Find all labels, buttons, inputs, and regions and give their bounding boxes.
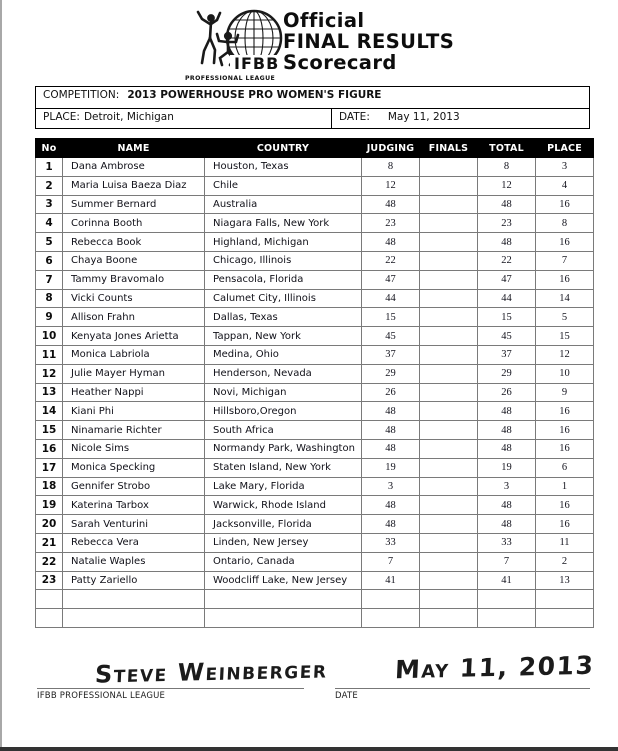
cell-total: 37 bbox=[478, 345, 536, 364]
cell-country: Dallas, Texas bbox=[205, 308, 362, 327]
table-row bbox=[36, 458, 594, 477]
cell-judging: 48 bbox=[362, 496, 420, 515]
cell-total bbox=[478, 590, 536, 609]
cell-finals bbox=[420, 364, 478, 383]
cell-judging: 26 bbox=[362, 383, 420, 402]
cell-no: 12 bbox=[36, 364, 63, 383]
results-table-header-row bbox=[36, 139, 594, 158]
cell-name: Julie Mayer Hyman bbox=[63, 364, 205, 383]
cell-finals bbox=[420, 571, 478, 590]
place-label: PLACE: bbox=[43, 111, 80, 123]
cell-name bbox=[63, 590, 205, 609]
cell-judging: 7 bbox=[362, 552, 420, 571]
cell-total: 44 bbox=[478, 289, 536, 308]
cell-total: 15 bbox=[478, 308, 536, 327]
cell-country: Pensacola, Florida bbox=[205, 270, 362, 289]
cell-judging: 48 bbox=[362, 515, 420, 534]
cell-name: Vicki Counts bbox=[63, 289, 205, 308]
competition-name: 2013 POWERHOUSE PRO WOMEN'S FIGURE bbox=[127, 89, 382, 101]
cell-judging: 45 bbox=[362, 327, 420, 346]
cell-name: Kiani Phi bbox=[63, 402, 205, 421]
cell-no: 5 bbox=[36, 233, 63, 252]
place-cell bbox=[36, 109, 332, 128]
cell-place: 16 bbox=[536, 496, 594, 515]
cell-place: 14 bbox=[536, 289, 594, 308]
cell-name: Katerina Tarbox bbox=[63, 496, 205, 515]
cell-finals bbox=[420, 421, 478, 440]
cell-no: 19 bbox=[36, 496, 63, 515]
results-table-body bbox=[36, 158, 594, 628]
cell-finals bbox=[420, 345, 478, 364]
cell-no: 18 bbox=[36, 477, 63, 496]
window-bottom-edge bbox=[0, 747, 618, 751]
cell-total: 48 bbox=[478, 195, 536, 214]
cell-no: 14 bbox=[36, 402, 63, 421]
table-row bbox=[36, 421, 594, 440]
cell-no: 8 bbox=[36, 289, 63, 308]
cell-name: Ninamarie Richter bbox=[63, 421, 205, 440]
title-line-1: Official bbox=[283, 9, 365, 32]
cell-place: 16 bbox=[536, 195, 594, 214]
cell-place: 12 bbox=[536, 345, 594, 364]
cell-place bbox=[536, 590, 594, 609]
cell-country bbox=[205, 609, 362, 628]
cell-no: 20 bbox=[36, 515, 63, 534]
table-row bbox=[36, 552, 594, 571]
cell-place: 16 bbox=[536, 421, 594, 440]
cell-place: 13 bbox=[536, 571, 594, 590]
cell-no: 23 bbox=[36, 571, 63, 590]
results-table bbox=[35, 138, 594, 628]
cell-judging: 48 bbox=[362, 195, 420, 214]
table-row bbox=[36, 364, 594, 383]
cell-finals bbox=[420, 327, 478, 346]
cell-total: 45 bbox=[478, 327, 536, 346]
cell-name: Rebecca Vera bbox=[63, 533, 205, 552]
cell-no: 10 bbox=[36, 327, 63, 346]
cell-name bbox=[63, 609, 205, 628]
date-line-label: DATE bbox=[335, 691, 358, 701]
cell-country: Staten Island, New York bbox=[205, 458, 362, 477]
cell-name: Gennifer Strobo bbox=[63, 477, 205, 496]
cell-judging: 48 bbox=[362, 421, 420, 440]
cell-finals bbox=[420, 158, 478, 177]
cell-country: Linden, New Jersey bbox=[205, 533, 362, 552]
logo-org-text: IFBB bbox=[234, 54, 280, 73]
cell-no: 21 bbox=[36, 533, 63, 552]
place-date-row bbox=[36, 108, 589, 128]
cell-place: 16 bbox=[536, 402, 594, 421]
cell-place: 4 bbox=[536, 176, 594, 195]
ifbb-globe-figures-logo bbox=[184, 5, 296, 83]
cell-no: 1 bbox=[36, 158, 63, 177]
table-row bbox=[36, 233, 594, 252]
cell-finals bbox=[420, 439, 478, 458]
cell-country: Chicago, Illinois bbox=[205, 251, 362, 270]
cell-total: 48 bbox=[478, 421, 536, 440]
cell-finals bbox=[420, 515, 478, 534]
cell-name: Summer Bernard bbox=[63, 195, 205, 214]
cell-country: Calumet City, Illinois bbox=[205, 289, 362, 308]
cell-name: Natalie Waples bbox=[63, 552, 205, 571]
cell-finals bbox=[420, 251, 478, 270]
cell-finals bbox=[420, 477, 478, 496]
table-row bbox=[36, 158, 594, 177]
cell-name: Sarah Venturini bbox=[63, 515, 205, 534]
cell-country: South Africa bbox=[205, 421, 362, 440]
cell-no bbox=[36, 609, 63, 628]
cell-country: Ontario, Canada bbox=[205, 552, 362, 571]
cell-total: 48 bbox=[478, 233, 536, 252]
cell-judging: 12 bbox=[362, 176, 420, 195]
cell-finals bbox=[420, 195, 478, 214]
cell-judging: 47 bbox=[362, 270, 420, 289]
cell-total: 47 bbox=[478, 270, 536, 289]
cell-no: 4 bbox=[36, 214, 63, 233]
cell-country: Niagara Falls, New York bbox=[205, 214, 362, 233]
cell-total: 22 bbox=[478, 251, 536, 270]
cell-total: 26 bbox=[478, 383, 536, 402]
cell-name: Patty Zariello bbox=[63, 571, 205, 590]
cell-total: 7 bbox=[478, 552, 536, 571]
cell-finals bbox=[420, 552, 478, 571]
title-line-3: Scorecard bbox=[283, 51, 397, 74]
cell-place: 2 bbox=[536, 552, 594, 571]
cell-judging: 22 bbox=[362, 251, 420, 270]
table-row bbox=[36, 195, 594, 214]
cell-name: Monica Labriola bbox=[63, 345, 205, 364]
cell-name: Corinna Booth bbox=[63, 214, 205, 233]
cell-name: Rebecca Book bbox=[63, 233, 205, 252]
cell-judging bbox=[362, 609, 420, 628]
column-header-finals: FINALS bbox=[420, 139, 478, 158]
column-header-total: TOTAL bbox=[478, 139, 536, 158]
cell-total: 48 bbox=[478, 515, 536, 534]
cell-no: 2 bbox=[36, 176, 63, 195]
cell-judging: 8 bbox=[362, 158, 420, 177]
cell-place: 8 bbox=[536, 214, 594, 233]
cell-no: 16 bbox=[36, 439, 63, 458]
cell-place: 16 bbox=[536, 439, 594, 458]
cell-total: 48 bbox=[478, 496, 536, 515]
cell-finals bbox=[420, 289, 478, 308]
cell-judging bbox=[362, 590, 420, 609]
cell-finals bbox=[420, 496, 478, 515]
logo-suborg-text: PROFESSIONAL LEAGUE bbox=[185, 75, 276, 82]
cell-total: 8 bbox=[478, 158, 536, 177]
cell-total: 3 bbox=[478, 477, 536, 496]
cell-judging: 48 bbox=[362, 233, 420, 252]
cell-place: 3 bbox=[536, 158, 594, 177]
signed-date-handwriting: May 11, 2013 bbox=[394, 650, 596, 685]
official-signature: Steve Weinberger bbox=[94, 655, 329, 689]
table-row bbox=[36, 345, 594, 364]
cell-finals bbox=[420, 270, 478, 289]
cell-name: Monica Specking bbox=[63, 458, 205, 477]
table-row bbox=[36, 515, 594, 534]
cell-total: 29 bbox=[478, 364, 536, 383]
table-row bbox=[36, 308, 594, 327]
cell-country: Novi, Michigan bbox=[205, 383, 362, 402]
cell-judging: 48 bbox=[362, 439, 420, 458]
table-row bbox=[36, 251, 594, 270]
cell-finals bbox=[420, 402, 478, 421]
competition-label: COMPETITION: bbox=[43, 89, 120, 101]
column-header-country: COUNTRY bbox=[205, 139, 362, 158]
date-label: DATE: bbox=[339, 111, 370, 123]
column-header-no: No bbox=[36, 139, 63, 158]
cell-finals bbox=[420, 590, 478, 609]
page-title bbox=[283, 10, 454, 73]
cell-place: 9 bbox=[536, 383, 594, 402]
table-row bbox=[36, 327, 594, 346]
table-row bbox=[36, 609, 594, 628]
table-row bbox=[36, 533, 594, 552]
table-row bbox=[36, 289, 594, 308]
column-header-judging: JUDGING bbox=[362, 139, 420, 158]
cell-no: 22 bbox=[36, 552, 63, 571]
cell-no: 6 bbox=[36, 251, 63, 270]
cell-name: Dana Ambrose bbox=[63, 158, 205, 177]
cell-judging: 41 bbox=[362, 571, 420, 590]
cell-name: Heather Nappi bbox=[63, 383, 205, 402]
table-row bbox=[36, 176, 594, 195]
cell-no bbox=[36, 590, 63, 609]
cell-place: 7 bbox=[536, 251, 594, 270]
cell-judging: 37 bbox=[362, 345, 420, 364]
cell-finals bbox=[420, 214, 478, 233]
cell-finals bbox=[420, 176, 478, 195]
cell-place: 6 bbox=[536, 458, 594, 477]
competition-info-box bbox=[35, 86, 590, 129]
table-row bbox=[36, 590, 594, 609]
cell-total bbox=[478, 609, 536, 628]
table-row bbox=[36, 477, 594, 496]
cell-place: 10 bbox=[536, 364, 594, 383]
table-row bbox=[36, 383, 594, 402]
cell-country: Henderson, Nevada bbox=[205, 364, 362, 383]
cell-place: 16 bbox=[536, 515, 594, 534]
cell-name: Allison Frahn bbox=[63, 308, 205, 327]
signature-line bbox=[37, 688, 304, 689]
cell-judging: 44 bbox=[362, 289, 420, 308]
cell-country: Chile bbox=[205, 176, 362, 195]
cell-finals bbox=[420, 458, 478, 477]
column-header-place: PLACE bbox=[536, 139, 594, 158]
table-row bbox=[36, 270, 594, 289]
place-value: Detroit, Michigan bbox=[83, 111, 174, 123]
cell-country: Woodcliff Lake, New Jersey bbox=[205, 571, 362, 590]
table-row bbox=[36, 571, 594, 590]
cell-name: Maria Luisa Baeza Diaz bbox=[63, 176, 205, 195]
cell-judging: 19 bbox=[362, 458, 420, 477]
cell-name: Nicole Sims bbox=[63, 439, 205, 458]
cell-finals bbox=[420, 533, 478, 552]
cell-place: 11 bbox=[536, 533, 594, 552]
signature-line-label: IFBB PROFESSIONAL LEAGUE bbox=[37, 691, 166, 701]
cell-finals bbox=[420, 233, 478, 252]
cell-place: 1 bbox=[536, 477, 594, 496]
window-left-edge bbox=[0, 0, 2, 751]
cell-finals bbox=[420, 308, 478, 327]
cell-place: 15 bbox=[536, 327, 594, 346]
cell-country: Highland, Michigan bbox=[205, 233, 362, 252]
cell-country: Tappan, New York bbox=[205, 327, 362, 346]
cell-total: 48 bbox=[478, 439, 536, 458]
cell-total: 23 bbox=[478, 214, 536, 233]
cell-no: 9 bbox=[36, 308, 63, 327]
cell-country: Hillsboro,Oregon bbox=[205, 402, 362, 421]
cell-total: 41 bbox=[478, 571, 536, 590]
date-line bbox=[335, 688, 590, 689]
cell-country: Lake Mary, Florida bbox=[205, 477, 362, 496]
competition-row bbox=[36, 87, 589, 108]
cell-place: 5 bbox=[536, 308, 594, 327]
cell-no: 17 bbox=[36, 458, 63, 477]
cell-judging: 23 bbox=[362, 214, 420, 233]
cell-judging: 3 bbox=[362, 477, 420, 496]
cell-finals bbox=[420, 383, 478, 402]
cell-total: 33 bbox=[478, 533, 536, 552]
cell-no: 11 bbox=[36, 345, 63, 364]
table-row bbox=[36, 214, 594, 233]
cell-no: 15 bbox=[36, 421, 63, 440]
cell-country bbox=[205, 590, 362, 609]
cell-name: Kenyata Jones Arietta bbox=[63, 327, 205, 346]
cell-no: 7 bbox=[36, 270, 63, 289]
cell-country: Australia bbox=[205, 195, 362, 214]
cell-judging: 15 bbox=[362, 308, 420, 327]
cell-place: 16 bbox=[536, 233, 594, 252]
column-header-name: NAME bbox=[63, 139, 205, 158]
cell-place: 16 bbox=[536, 270, 594, 289]
table-row bbox=[36, 496, 594, 515]
results-table-container bbox=[35, 138, 594, 628]
cell-total: 19 bbox=[478, 458, 536, 477]
cell-country: Jacksonville, Florida bbox=[205, 515, 362, 534]
table-row bbox=[36, 402, 594, 421]
table-row bbox=[36, 439, 594, 458]
cell-country: Houston, Texas bbox=[205, 158, 362, 177]
cell-country: Warwick, Rhode Island bbox=[205, 496, 362, 515]
cell-total: 48 bbox=[478, 402, 536, 421]
cell-name: Chaya Boone bbox=[63, 251, 205, 270]
cell-country: Normandy Park, Washington bbox=[205, 439, 362, 458]
cell-no: 3 bbox=[36, 195, 63, 214]
date-value: May 11, 2013 bbox=[387, 111, 460, 123]
title-line-2: FINAL RESULTS bbox=[283, 30, 455, 53]
cell-name: Tammy Bravomalo bbox=[63, 270, 205, 289]
date-cell bbox=[332, 109, 589, 128]
cell-no: 13 bbox=[36, 383, 63, 402]
cell-judging: 33 bbox=[362, 533, 420, 552]
cell-total: 12 bbox=[478, 176, 536, 195]
cell-finals bbox=[420, 609, 478, 628]
cell-country: Medina, Ohio bbox=[205, 345, 362, 364]
cell-judging: 48 bbox=[362, 402, 420, 421]
cell-judging: 29 bbox=[362, 364, 420, 383]
cell-place bbox=[536, 609, 594, 628]
